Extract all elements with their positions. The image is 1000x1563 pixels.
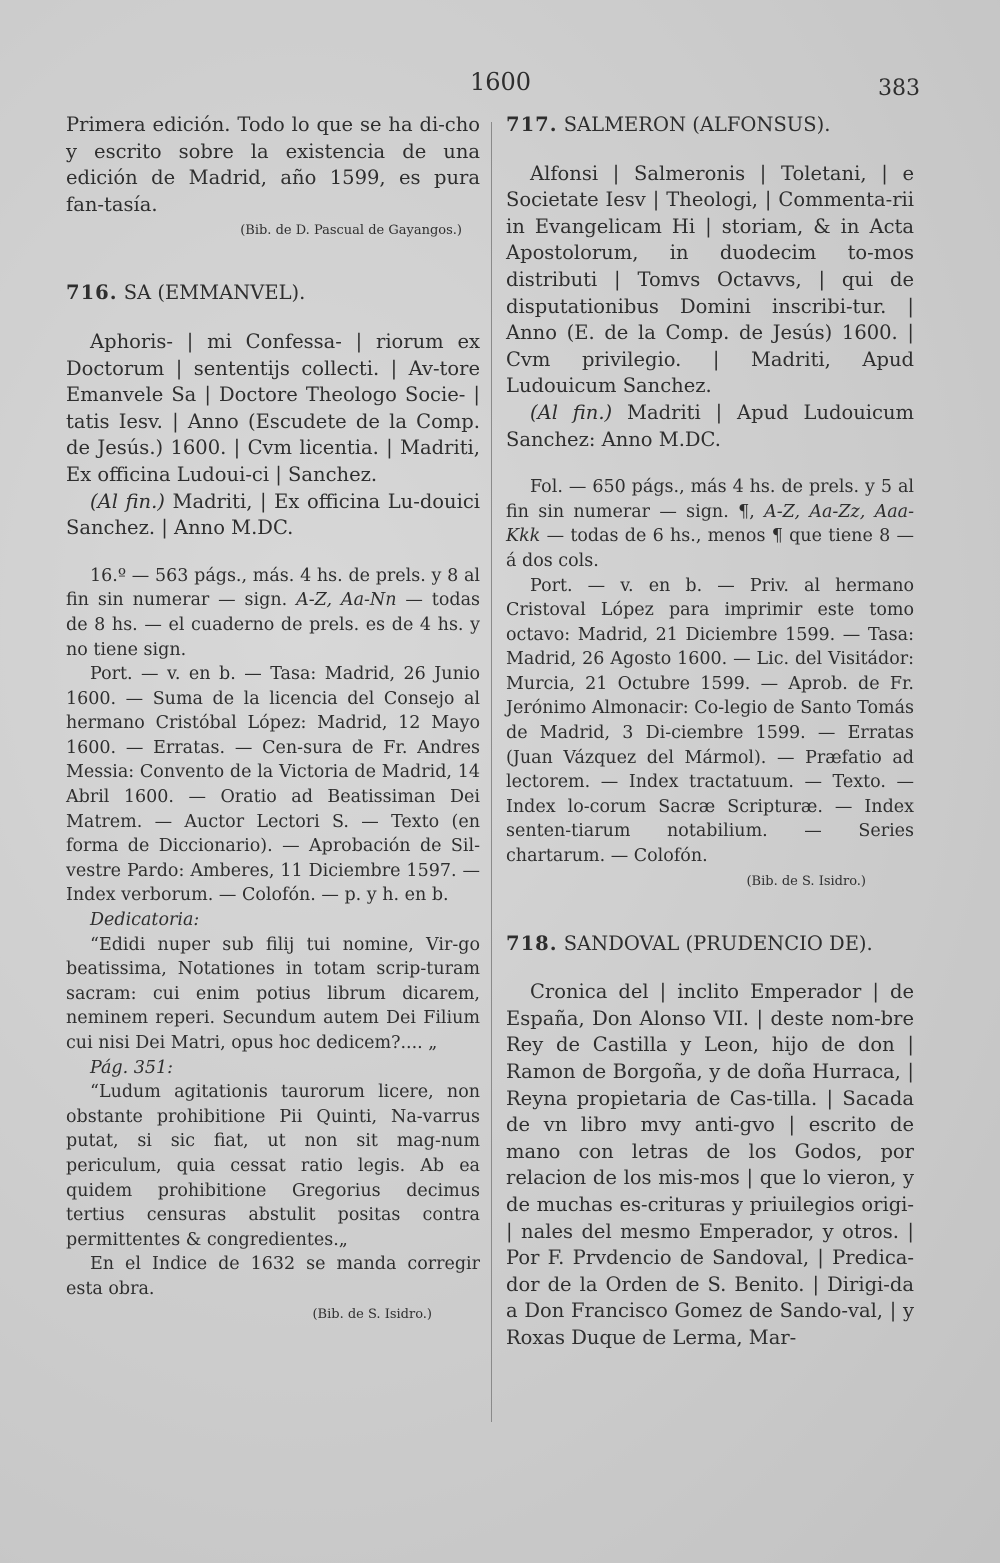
right-column bbox=[506, 112, 914, 1352]
entry-716-heading bbox=[66, 280, 480, 307]
colophon-label: (Al fin.) bbox=[90, 489, 165, 513]
collation-rest: — todas de 6 hs., menos ¶ que tiene 8 — á dos cols. bbox=[506, 526, 914, 571]
entry-717-colophon bbox=[506, 400, 914, 453]
entry-716-title: Aphoris- | mi Confessa- | riorum ex Doctorum | sententijs collecti. | Av-tore Emanvele Sa | Doctore Theologo Socie- | tatis Iesv. | Anno (Escudete de la Comp. de Jesús.) 1600. | Cvm licentia. | Madriti, Ex officina Ludoui-ci | Sanchez. bbox=[66, 329, 480, 486]
entry-718-title: Cronica del | inclito Emperador | de España, Don Alonso VII. | deste nom-bre Rey de Castilla y Leon, hijo de don | Ramon de Borgoña, y de doña Hurraca, | Reyna propietaria de Cas-tilla. | Sacada de vn libro mvy anti-gvo | escrito de mano con letras de los Godos, por relacion de los mis-mos | que lo vieron, y de muchas es-crituras y priuilegios origi- | nales del mesmo Emperador, y otros. | Por F. Prvdencio de Sandoval, | Predica-dor de la Orden de S. Benito. | Dirigi-da a Don Francisco Gomez de Sando-val, | y Roxas Duque de Lerma, Mar- bbox=[506, 980, 914, 1349]
left-column bbox=[66, 112, 480, 1324]
entry-717-collation bbox=[506, 475, 914, 573]
collation-signatures: A-Z, Aa-Nn bbox=[296, 590, 397, 611]
index-note: En el Indice de 1632 se manda corregir esta obra. bbox=[66, 1254, 480, 1299]
pag-label: Pág. 351: bbox=[90, 1057, 174, 1078]
entry-author: SALMERON (ALFONSUS). bbox=[563, 113, 831, 136]
entry-author: SA (EMMANVEL). bbox=[123, 281, 306, 305]
entry-717-contents: Port. — v. en b. — Priv. al hermano Cristoval López para imprimir este tomo octavo: Madrid, 21 Diciembre 1599. — Tasa: Madrid, 26 Agosto 1600. — Lic. del Visitádor: Murcia, 21 Octubre 1599. — Aprob. de Fr. Jerónimo Almonacir: Co-legio de Santo Tomás de Madrid, 3 Di-ciembre 1599. — Erratas (Juan Vázquez del Mármol). — Præfatio ad lectorem. — Index tractatuum. — Texto. — Index lo-corum Sacræ Scripturæ. — Index senten-tiarum notabilium. — Series chartarum. — Colofón. bbox=[506, 575, 914, 867]
entry-716-collation bbox=[66, 564, 480, 662]
entry-number: 718. bbox=[506, 931, 558, 955]
page-number: 383 bbox=[878, 76, 920, 101]
colophon-label: (Al fin.) bbox=[530, 400, 613, 424]
entry-716-citation: (Bib. de S. Isidro.) bbox=[312, 1306, 432, 1322]
entry-author: SANDOVAL (PRUDENCIO DE). bbox=[563, 931, 873, 955]
column-divider bbox=[491, 122, 492, 1422]
entry-716-contents: Port. — v. en b. — Tasa: Madrid, 26 Junio 1600. — Suma de la licencia del Consejo al hermano Cristóbal López: Madrid, 12 Mayo 1600. — Erratas. — Cen-sura de Fr. Andres Messia: Convento de la Victoria de Madrid, 14 Abril 1600. — Oratio ad Beatissiman Dei Matrem. — Auctor Lectori S. — Texto (en forma de Diccionario). — Aprobación de Sil-vestre Pardo: Amberes, 11 Diciembre 1597. — Index verborum. — Colofón. — p. y h. en b. bbox=[66, 664, 480, 906]
intro-citation: (Bib. de D. Pascual de Gayangos.) bbox=[240, 223, 462, 239]
dedicatoria-text: “Edidi nuper sub filij tui nomine, Vir-go beatissima, Notationes in totam scrip-turam sacram: cui enim potius librum dicarem, neminem reperi. Secundum autem Dei Filium cui nisi Dei Matri, opus hoc dedicem?.... „ bbox=[66, 934, 480, 1053]
entry-718-heading bbox=[506, 931, 914, 958]
collation-rest: — todas de 8 hs. — el cuaderno de prels. es de 4 hs. y no tiene sign. bbox=[66, 590, 480, 660]
collation-text: Fol. — 650 págs., más 4 hs. de prels. y 5 al fin sin numerar — sign. ¶, bbox=[506, 477, 914, 522]
pag-text: “Ludum agitationis taurorum licere, non obstante prohibitione Pii Quinti, Na-varrus putat, si sic fiat, ut non sit mag-num periculum, quia cessat ratio legis. Ab ea quidem prohibitione Gregorius decimus tertius censuras abstulit positas contra permittentes & congredientes.„ bbox=[66, 1082, 480, 1250]
colophon-text: Madriti, | Ex officina Lu-douici Sanchez. | Anno M.DC. bbox=[66, 489, 480, 540]
collation-signatures: A-Z, Aa-Zz, Aaa-Kkk bbox=[506, 501, 914, 547]
page-header bbox=[0, 68, 1000, 104]
entry-716-colophon bbox=[66, 489, 480, 542]
page-year: 1600 bbox=[470, 68, 532, 96]
colophon-text: Madriti | Apud Ludouicum Sanchez: Anno M.DC. bbox=[506, 400, 915, 451]
entry-717-heading bbox=[506, 112, 914, 139]
dedicatoria-label: Dedicatoria: bbox=[90, 910, 200, 931]
collation-text: 16.º — 563 págs., más. 4 hs. de prels. y 8 al fin sin numerar — sign. bbox=[66, 565, 480, 611]
entry-number: 716. bbox=[66, 281, 118, 305]
entry-number: 717. bbox=[506, 113, 558, 136]
entry-717-citation: (Bib. de S. Isidro.) bbox=[746, 873, 866, 889]
intro-text: Primera edición. Todo lo que se ha di-cho y escrito sobre la existencia de una edición de Madrid, año 1599, es pura fan-tasía. bbox=[66, 113, 480, 216]
entry-717-title: Alfonsi | Salmeronis | Toletani, | e Societate Iesv | Theologi, | Commenta-rii in Evangelicam Hi | storiam, & in Acta Apostolorum, in duodecim to-mos distributi | Tomvs Octavvs, | qui de disputationibus Domini inscribi-tur. | Anno (E. de la Comp. de Jesús) 1600. | Cvm privilegio. | Madriti, Apud Ludouicum Sanchez. bbox=[506, 161, 914, 398]
